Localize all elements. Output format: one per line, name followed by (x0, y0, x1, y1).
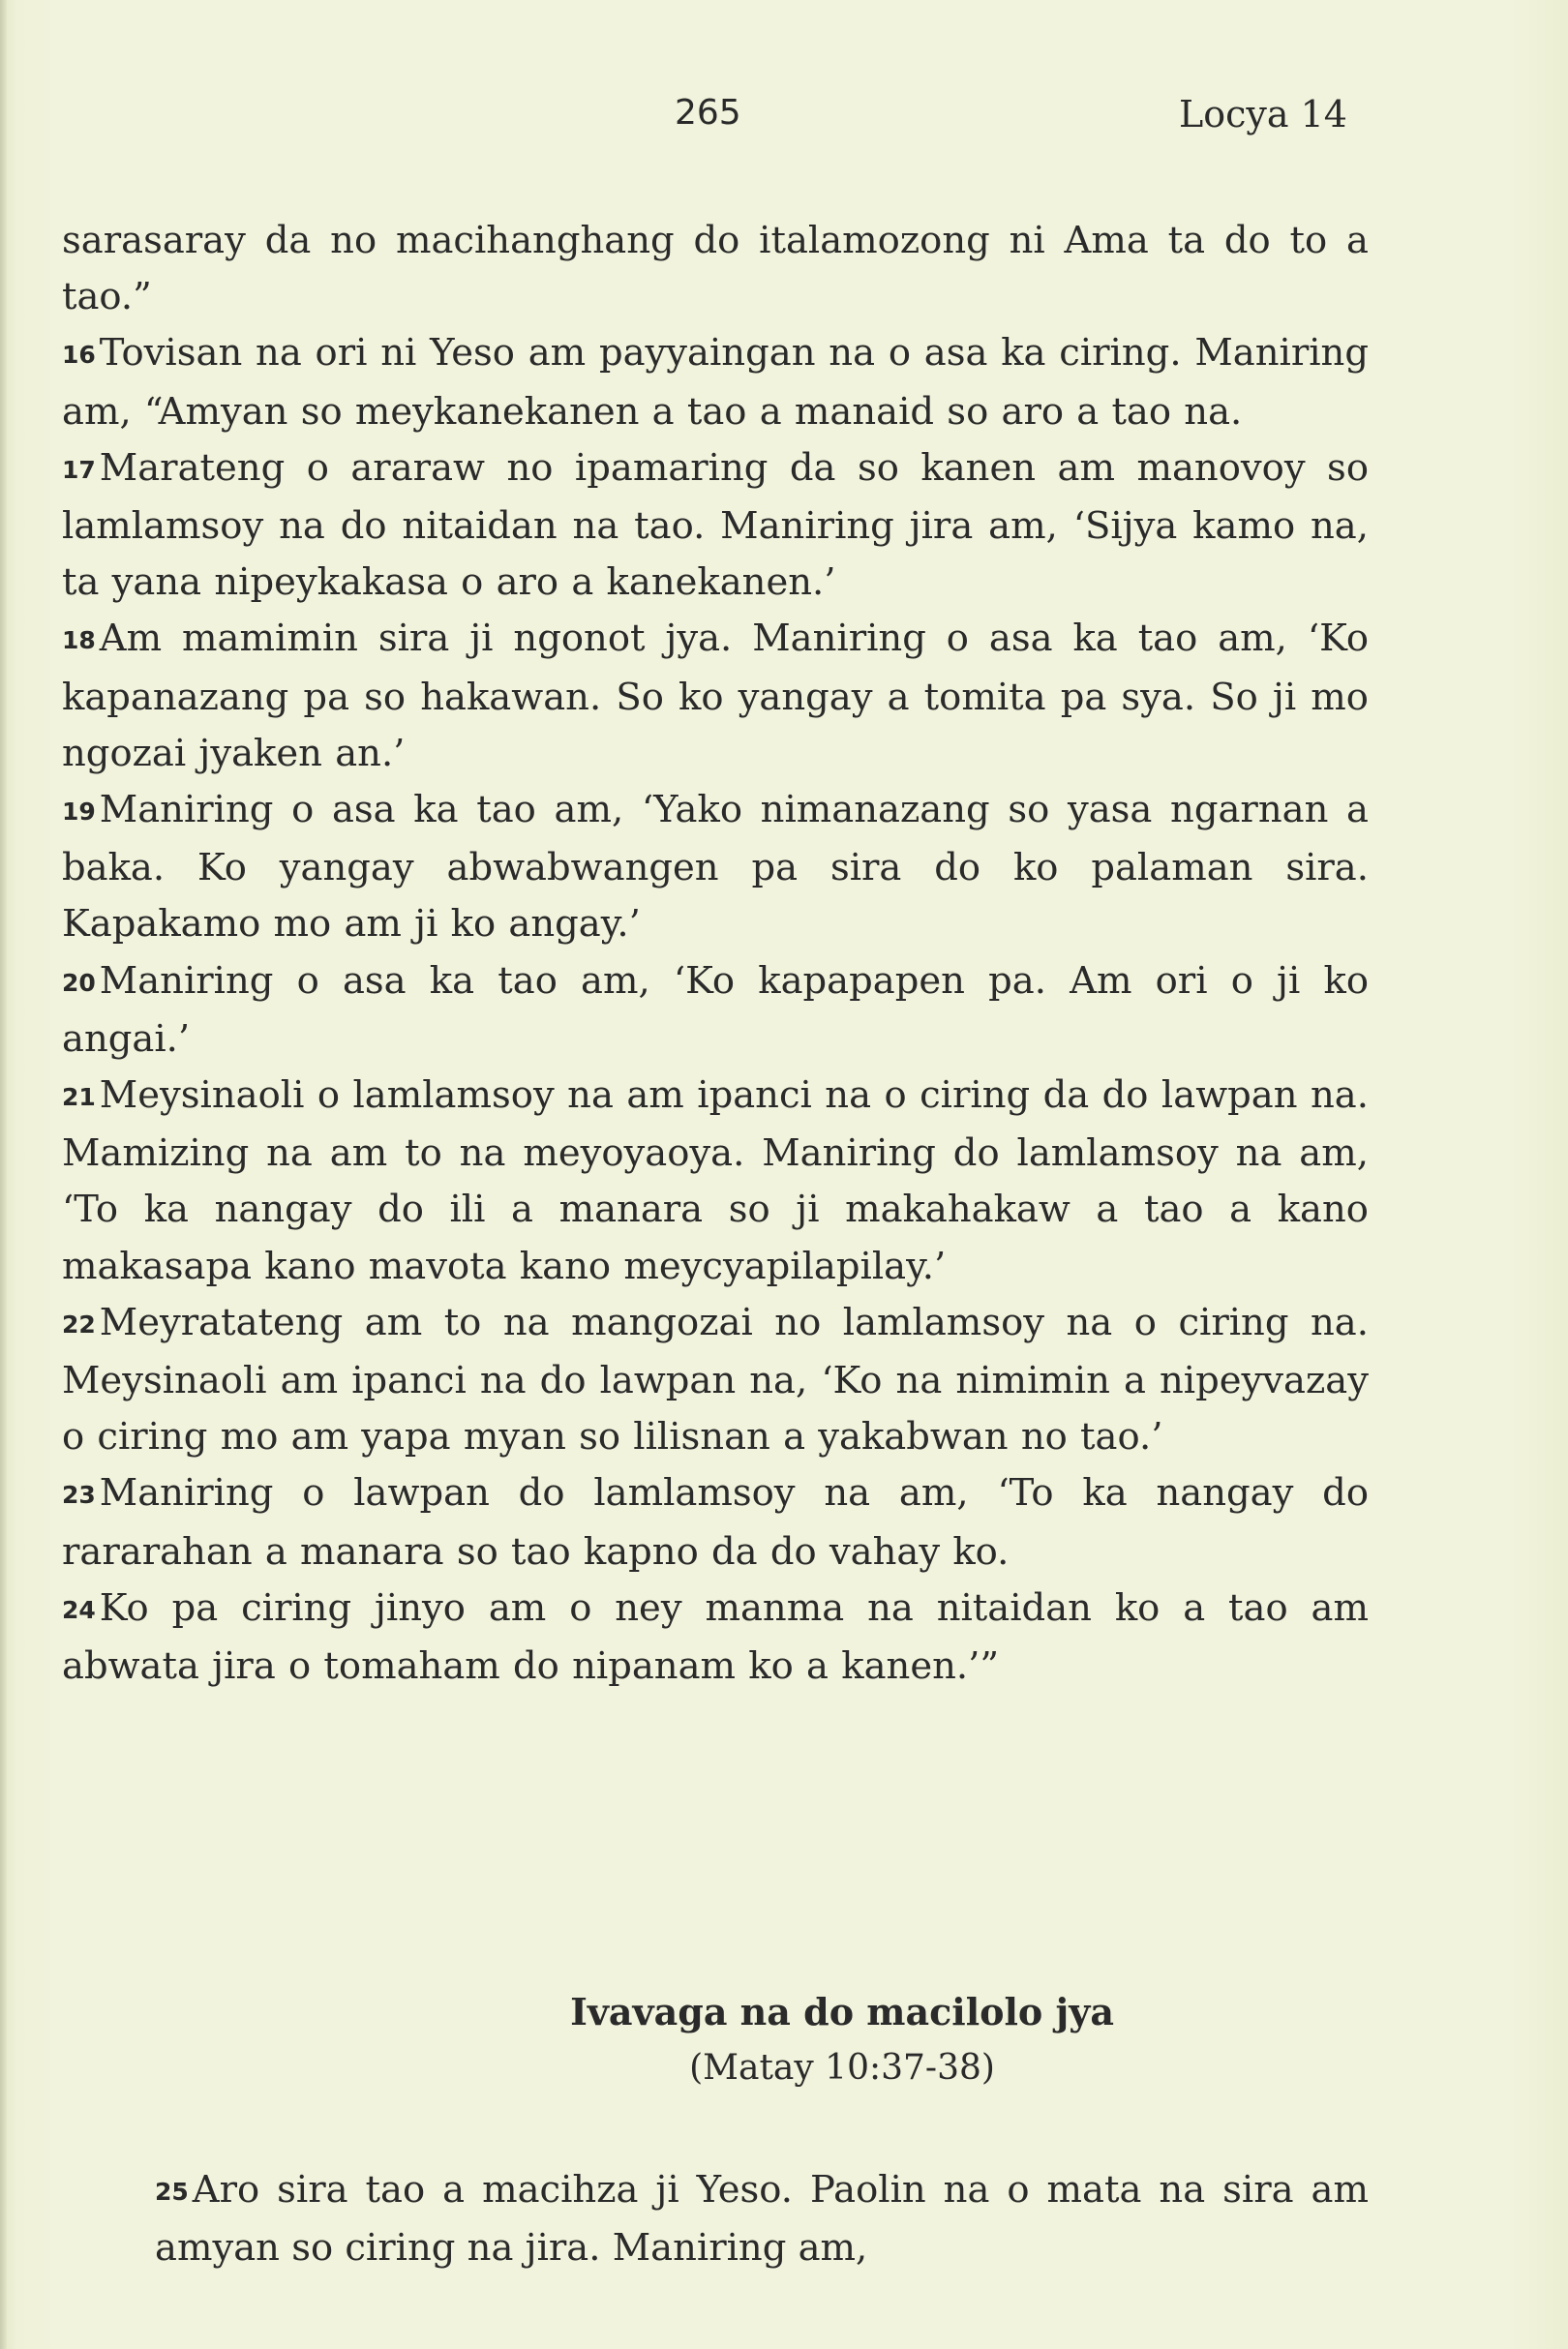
verse-21 (62, 1068, 1369, 1295)
verse-18 (62, 611, 1369, 782)
verse-text: Aro sira tao a macihza ji Yeso. Paolin na o mata na sira am amyan so ciring na jira. Maniring am, (155, 2168, 1369, 2271)
verse-text: Tovisan na ori ni Yeso am payyaingan na o asa ka ciring. Maniring am, “Amyan so meykanekanen a tao a manaid so aro a tao na. (62, 331, 1369, 434)
verse-number: 19 (62, 798, 96, 827)
verse-24 (62, 1581, 1369, 1695)
verse-text: Meyratateng am to na mangozai no lamlamsoy na o ciring na. Meysinaoli am ipanci na do lawpan na, ‘Ko na nimimin a nipeyvazay o ciring mo am yapa myan so lilisnan a yakabwan no tao.’ (62, 1300, 1369, 1460)
verse-23 (62, 1465, 1369, 1580)
body-text (62, 213, 1369, 1695)
verse-number: 25 (155, 2178, 189, 2206)
verse-19 (62, 782, 1369, 953)
verse-22 (62, 1295, 1369, 1466)
verse-text: Maniring o lawpan do lamlamsoy na am, ‘To ka nangay do rararahan a manara so tao kapno da do vahay ko. (62, 1471, 1369, 1574)
section-reference: (Matay 10:37-38) (689, 2048, 995, 2088)
verse-number: 22 (62, 1310, 96, 1339)
verse-text: Ko pa ciring jinyo am o ney manma na nitaidan ko a tao am abwata jira o tomaham do nipanam ko a kanen.’” (62, 1585, 1369, 1689)
verse-number: 20 (62, 968, 96, 997)
verse-text: sarasaray da no macihanghang do italamozong ni Ama ta do to a tao.” (62, 219, 1369, 319)
body-text-after-heading (62, 2162, 1369, 2276)
verse-number: 21 (62, 1083, 96, 1112)
verse-text: Maniring o asa ka tao am, ‘Yako nimanazang so yasa ngarnan a baka. Ko yangay abwabwangen pa sira do ko palaman sira. Kapakamo mo am ji ko angay.’ (62, 788, 1369, 947)
verse-number: 23 (62, 1481, 96, 1510)
verse-number: 24 (62, 1595, 96, 1624)
verse-20 (62, 953, 1369, 1068)
verse-number: 18 (62, 626, 96, 655)
verse-text: Maniring o asa ka tao am, ‘Ko kapapapen pa. Am ori o ji ko angai.’ (62, 958, 1369, 1061)
page-header (0, 93, 1568, 151)
verse-17 (62, 440, 1369, 612)
verse-text: Marateng o araraw no ipamaring da so kanen am manovoy so lamlamsoy na do nitaidan na tao. Maniring jira am, ‘Sijya kamo na, ta yana nipeykakasa o aro a kanekanen.’ (62, 445, 1369, 605)
page-number: 265 (675, 93, 741, 133)
verse-16 (62, 325, 1369, 439)
section-heading (0, 1984, 1568, 2096)
verse-continuation (62, 213, 1369, 325)
verse-number: 17 (62, 455, 96, 484)
verse-text: Meysinaoli o lamlamsoy na am ipanci na o ciring da do lawpan na. Mamizing na am to na meyoyaoya. Maniring do lamlamsoy na am, ‘To ka nangay do ili a manara so ji makahakaw a tao a kano makasapa kano mavota kano meycyapilapilay.’ (62, 1073, 1369, 1288)
section-title: Ivavaga na do macilolo jya (570, 1990, 1114, 2033)
running-head: Locya 14 (1179, 93, 1347, 136)
verse-25 (62, 2162, 1369, 2276)
verse-number: 16 (62, 341, 96, 370)
verse-text: Am mamimin sira ji ngonot jya. Maniring o asa ka tao am, ‘Ko kapanazang pa so hakawan. So ko yangay a tomita pa sya. So ji mo ngozai jyaken an.’ (62, 617, 1369, 775)
